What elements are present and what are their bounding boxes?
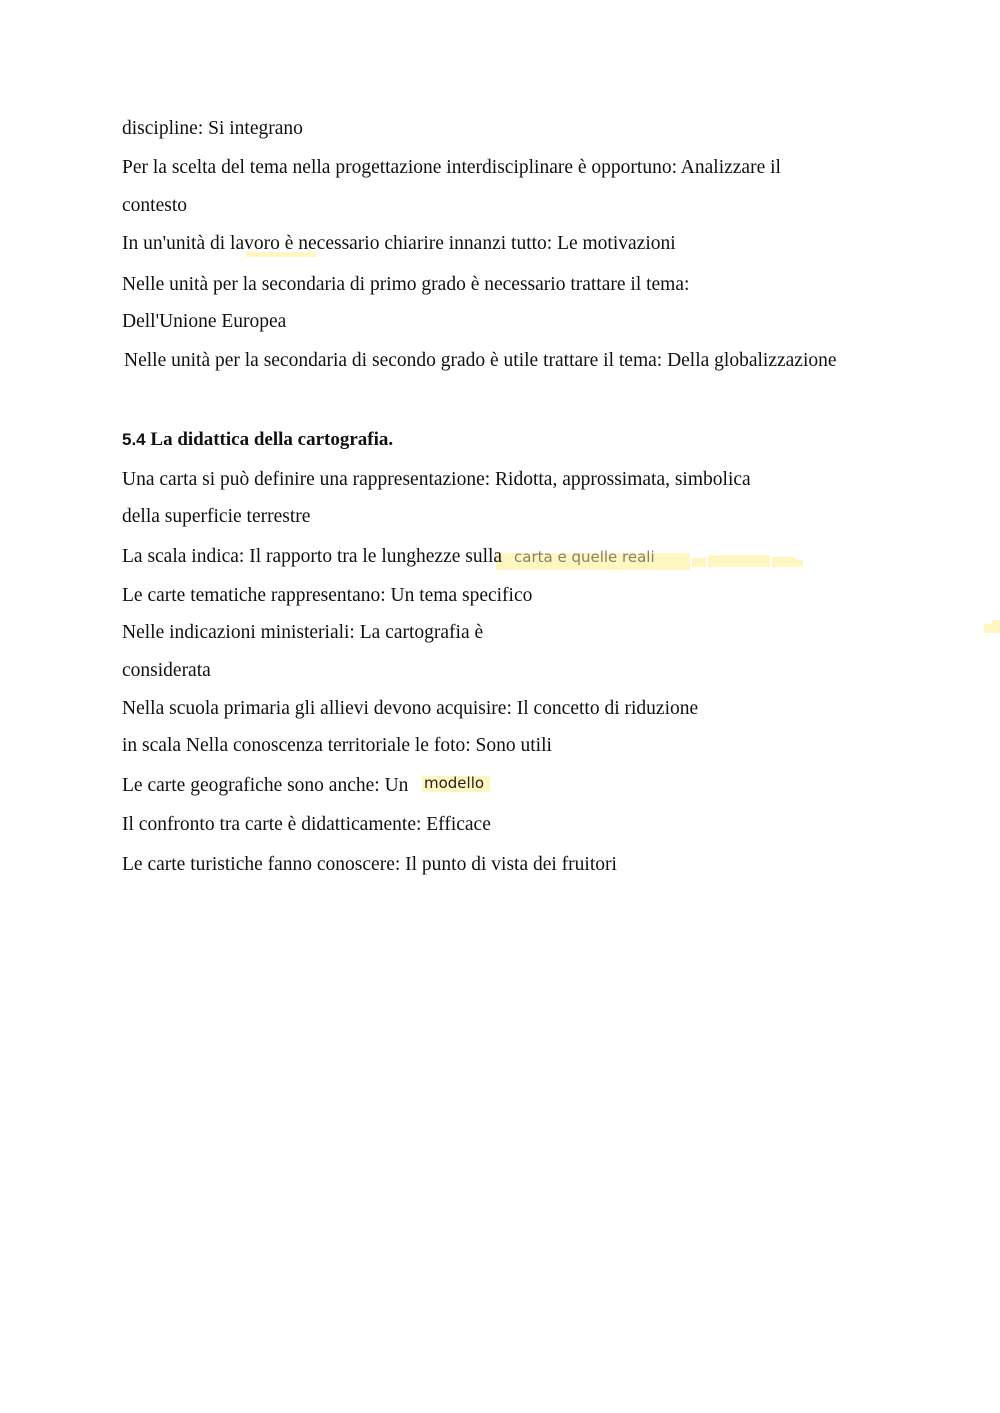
- highlight-scala-2: [692, 558, 706, 567]
- highlight-scala-3: [708, 555, 770, 567]
- text-line: Nelle unità per la secondaria di secondo grado è utile trattare il tema: Della globalizzazione: [124, 350, 837, 371]
- highlight-scala-5: [796, 560, 803, 567]
- text-line: Nelle indicazioni ministeriali: La cartografia è: [122, 622, 484, 643]
- overlay-text-modello: modello: [424, 774, 485, 792]
- highlight-margin-2: [992, 620, 1000, 633]
- text-line: in scala Nella conoscenza territoriale le foto: Sono utili: [122, 735, 552, 756]
- highlight-margin-1: [984, 624, 992, 633]
- text-line: Le carte geografiche sono anche: Un: [122, 775, 409, 796]
- highlight-scala-4: [772, 557, 796, 567]
- text-line: contesto: [122, 195, 187, 216]
- section-number: 5.4: [122, 430, 146, 449]
- section-heading: [122, 428, 393, 452]
- text-line: Le carte tematiche rappresentano: Un tema specifico: [122, 585, 533, 606]
- text-line: Le carte turistiche fanno conoscere: Il punto di vista dei fruitori: [122, 854, 617, 875]
- text-line: Dell'Unione Europea: [122, 311, 287, 332]
- text-line: Nelle unità per la secondaria di primo grado è necessario trattare il tema:: [122, 274, 690, 295]
- text-line: Una carta si può definire una rappresentazione: Ridotta, approssimata, simbolica: [122, 469, 751, 490]
- text-line: In un'unità di lavoro è necessario chiarire innanzi tutto: Le motivazioni: [122, 233, 676, 254]
- section-title: La didattica della cartografia.: [150, 429, 394, 450]
- overlay-text-scala: carta e quelle reali: [514, 548, 655, 566]
- text-line: La scala indica: Il rapporto tra le lunghezze sulla: [122, 546, 503, 567]
- text-line: Il confronto tra carte è didatticamente: Efficace: [122, 814, 491, 835]
- text-line: Per la scelta del tema nella progettazione interdisciplinare è opportuno: Analizzare il: [122, 157, 781, 178]
- text-line: discipline: Si integrano: [122, 118, 303, 139]
- text-line: Nella scuola primaria gli allievi devono acquisire: Il concetto di riduzione: [122, 698, 699, 719]
- text-line: considerata: [122, 660, 211, 681]
- text-line: della superficie terrestre: [122, 506, 311, 527]
